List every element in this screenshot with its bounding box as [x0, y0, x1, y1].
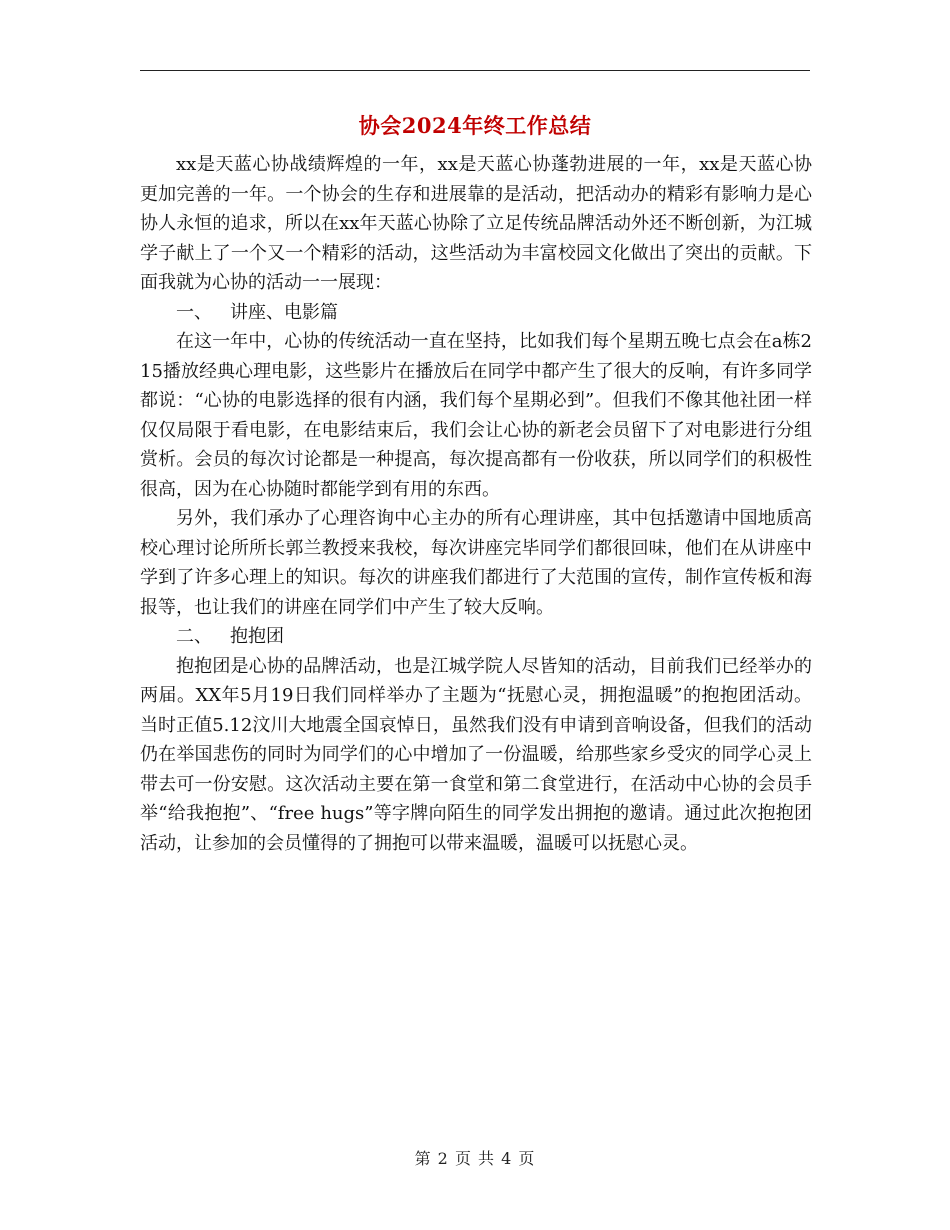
section-number: 二、	[176, 626, 212, 647]
section-heading-text: 讲座、电影篇	[230, 301, 338, 323]
body-paragraph: 抱抱团是心协的品牌活动，也是江城学院人尽皆知的活动，目前我们已经举办的两届。XX年5月19日我们同样举办了主题为“抚慰心灵，拥抱温暖”的抱抱团活动。当时正值5.12汶川大地震全国哀悼日，虽然我们没有申请到音响设备，但我们的活动仍在举国悲伤的同时为同学们的心中增加了一份温暖，给那些家乡受灾的同学心灵上带去可一份安慰。这次活动主要在第一食堂和第二食堂进行，在活动中心协的会员手举“给我抱抱”、“free hugs”等字牌向陌生的同学发出拥抱的邀请。通过此次抱抱团活动，让参加的会员懂得的了拥抱可以带来温暖，温暖可以抚慰心灵。	[140, 655, 812, 854]
document-body	[140, 150, 812, 858]
body-paragraph: 另外，我们承办了心理咨询中心主办的所有心理讲座，其中包括邀请中国地质高校心理讨论所所长郭兰教授来我校，每次讲座完毕同学们都很回味，他们在从讲座中学到了许多心理上的知识。每次的讲座我们都进行了大范围的宣传，制作宣传板和海报等，也让我们的讲座在同学们中产生了较大反响。	[140, 508, 812, 618]
section-heading-hugs	[140, 622, 812, 652]
section-number: 一、	[176, 301, 212, 323]
header-rule	[140, 70, 810, 71]
document-title: 协会2024年终工作总结	[358, 113, 592, 138]
section-heading-text: 抱抱团	[230, 626, 284, 647]
section-heading-lectures	[140, 298, 812, 328]
page-number-footer: 第 2 页 共 4 页	[414, 1149, 536, 1168]
intro-paragraph: xx是天蓝心协战绩辉煌的一年，xx是天蓝心协蓬勃进展的一年，xx是天蓝心协更加完善的一年。一个协会的生存和进展靠的是活动，把活动办的精彩有影响力是心协人永恒的追求，所以在xx年天蓝心协除了立足传统品牌活动外还不断创新，为江城学子献上了一个又一个精彩的活动，这些活动为丰富校园文化做出了突出的贡献。下面我就为心协的活动一一展现：	[140, 154, 812, 293]
body-paragraph: 在这一年中，心协的传统活动一直在坚持，比如我们每个星期五晚七点会在a栋215播放经典心理电影，这些影片在播放后在同学中都产生了很大的反响，有许多同学都说：“心协的电影选择的很有内涵，我们每个星期必到”。但我们不像其他社团一样仅仅局限于看电影，在电影结束后，我们会让心协的新老会员留下了对电影进行分组赏析。会员的每次讨论都是一种提高，每次提高都有一份收获，所以同学们的积极性很高，因为在心协随时都能学到有用的东西。	[140, 331, 812, 500]
